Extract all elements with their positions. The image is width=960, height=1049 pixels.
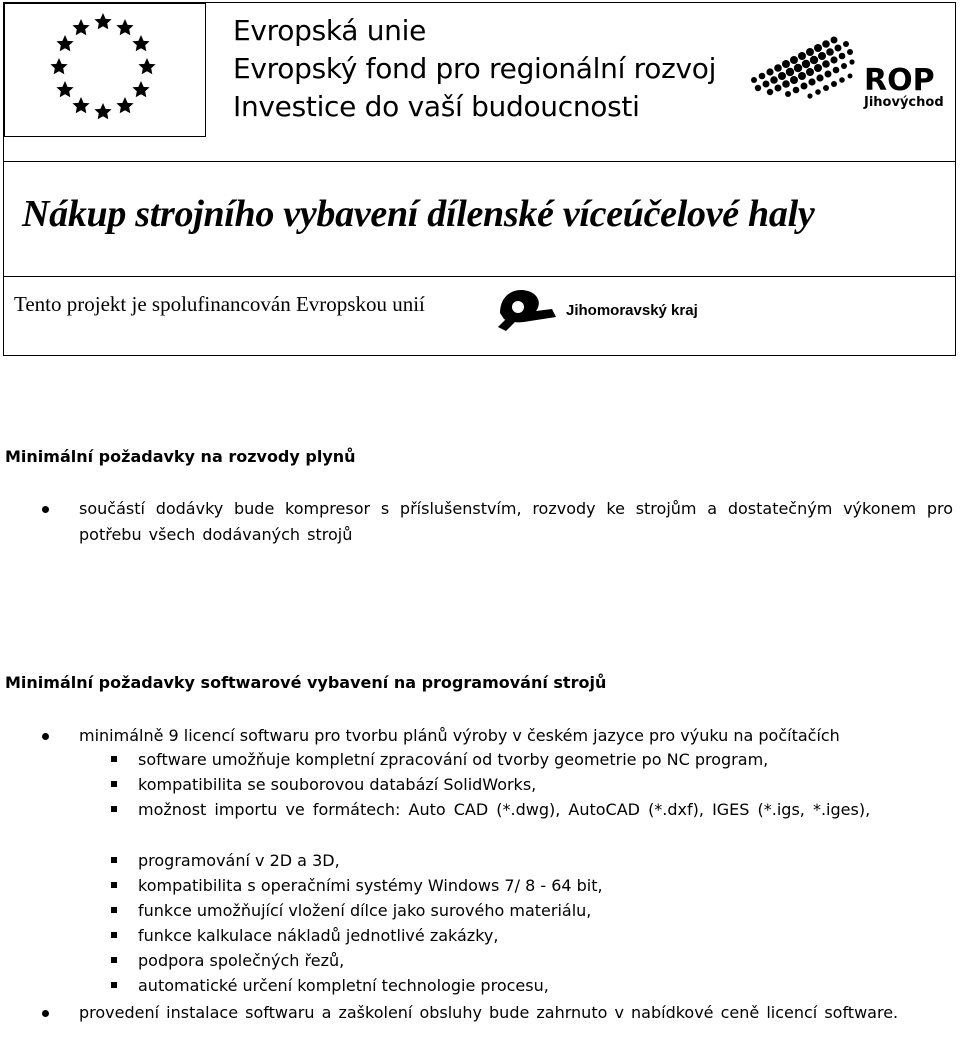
- sub-bullet-square: [111, 806, 117, 812]
- sub-item: funkce kalkulace nákladů jednotlivé zakázky,: [138, 926, 499, 945]
- rop-subtitle: Jihovýchod: [864, 95, 944, 110]
- section-heading-software: [5, 673, 606, 692]
- sub-bullet-square: [111, 957, 117, 963]
- sub-item: automatické určení kompletní technologie procesu,: [138, 976, 549, 995]
- cofinance-text: Tento projekt je spolufinancován Evropskou unií: [14, 292, 425, 316]
- software-bullet-1: minimálně 9 licencí softwaru pro tvorbu plánů výroby v českém jazyce pro výuku na počítačích: [79, 726, 840, 745]
- sub-item: podpora společných řezů,: [138, 951, 345, 970]
- jmk-logo-icon: [496, 283, 560, 337]
- section-heading-gas: Minimální požadavky na rozvody plynů: [5, 447, 356, 466]
- sub-bullet-square: [111, 907, 117, 913]
- section-heading-software-text: Minimální požadavky softwarové vybavení na programování strojů: [5, 673, 607, 692]
- eu-line-2: Evropský fond pro regionální rozvoj: [233, 52, 717, 85]
- sub-item: možnost importu ve formátech: Auto CAD (*.dwg), AutoCAD (*.dxf), IGES (*.igs, *.iges),: [138, 800, 871, 819]
- software-bullet-2: provedení instalace softwaru a zaškolení obsluhy bude zahrnuto v nabídkové ceně licencí software.: [79, 1003, 899, 1022]
- project-title: Nákup strojního vybavení dílenské víceúčelové haly: [22, 193, 815, 235]
- sub-item: programování v 2D a 3D,: [138, 851, 340, 870]
- bullet-dot: [42, 733, 49, 740]
- gas-bullet-text: součástí dodávky bude kompresor s příslušenstvím, rozvody ke strojům a dostatečným výkonem pro potřebu všech dodávaných strojů: [79, 499, 953, 544]
- rop-dots-icon: [748, 28, 948, 112]
- eu-flag-logo: [4, 3, 206, 137]
- eu-line-1: Evropská unie: [233, 14, 427, 47]
- bullet-dot: [42, 506, 49, 513]
- region-name: Jihomoravský kraj: [566, 302, 698, 319]
- sub-bullet-square: [111, 857, 117, 863]
- sub-item: kompatibilita se souborovou databází SolidWorks,: [138, 775, 537, 794]
- bullet-dot: [42, 1010, 49, 1017]
- sub-bullet-square: [111, 932, 117, 938]
- rop-logo: [748, 28, 948, 116]
- sub-bullet-square: [111, 982, 117, 988]
- sub-item: kompatibilita s operačními systémy Windows 7/ 8 - 64 bit,: [138, 876, 603, 895]
- sub-bullet-square: [111, 882, 117, 888]
- sub-item: software umožňuje kompletní zpracování od tvorby geometrie po NC program,: [138, 750, 769, 769]
- header-divider-top: [4, 161, 956, 162]
- rop-title: ROP: [864, 63, 935, 98]
- eu-text-block: [233, 12, 716, 126]
- eu-stars-icon: [5, 4, 205, 136]
- header-divider-bottom: [4, 276, 956, 277]
- eu-line-3: Investice do vaší budoucnosti: [233, 90, 640, 123]
- sub-bullet-square: [111, 756, 117, 762]
- sub-bullet-square: [111, 781, 117, 787]
- sub-item: funkce umožňující vložení dílce jako surového materiálu,: [138, 901, 592, 920]
